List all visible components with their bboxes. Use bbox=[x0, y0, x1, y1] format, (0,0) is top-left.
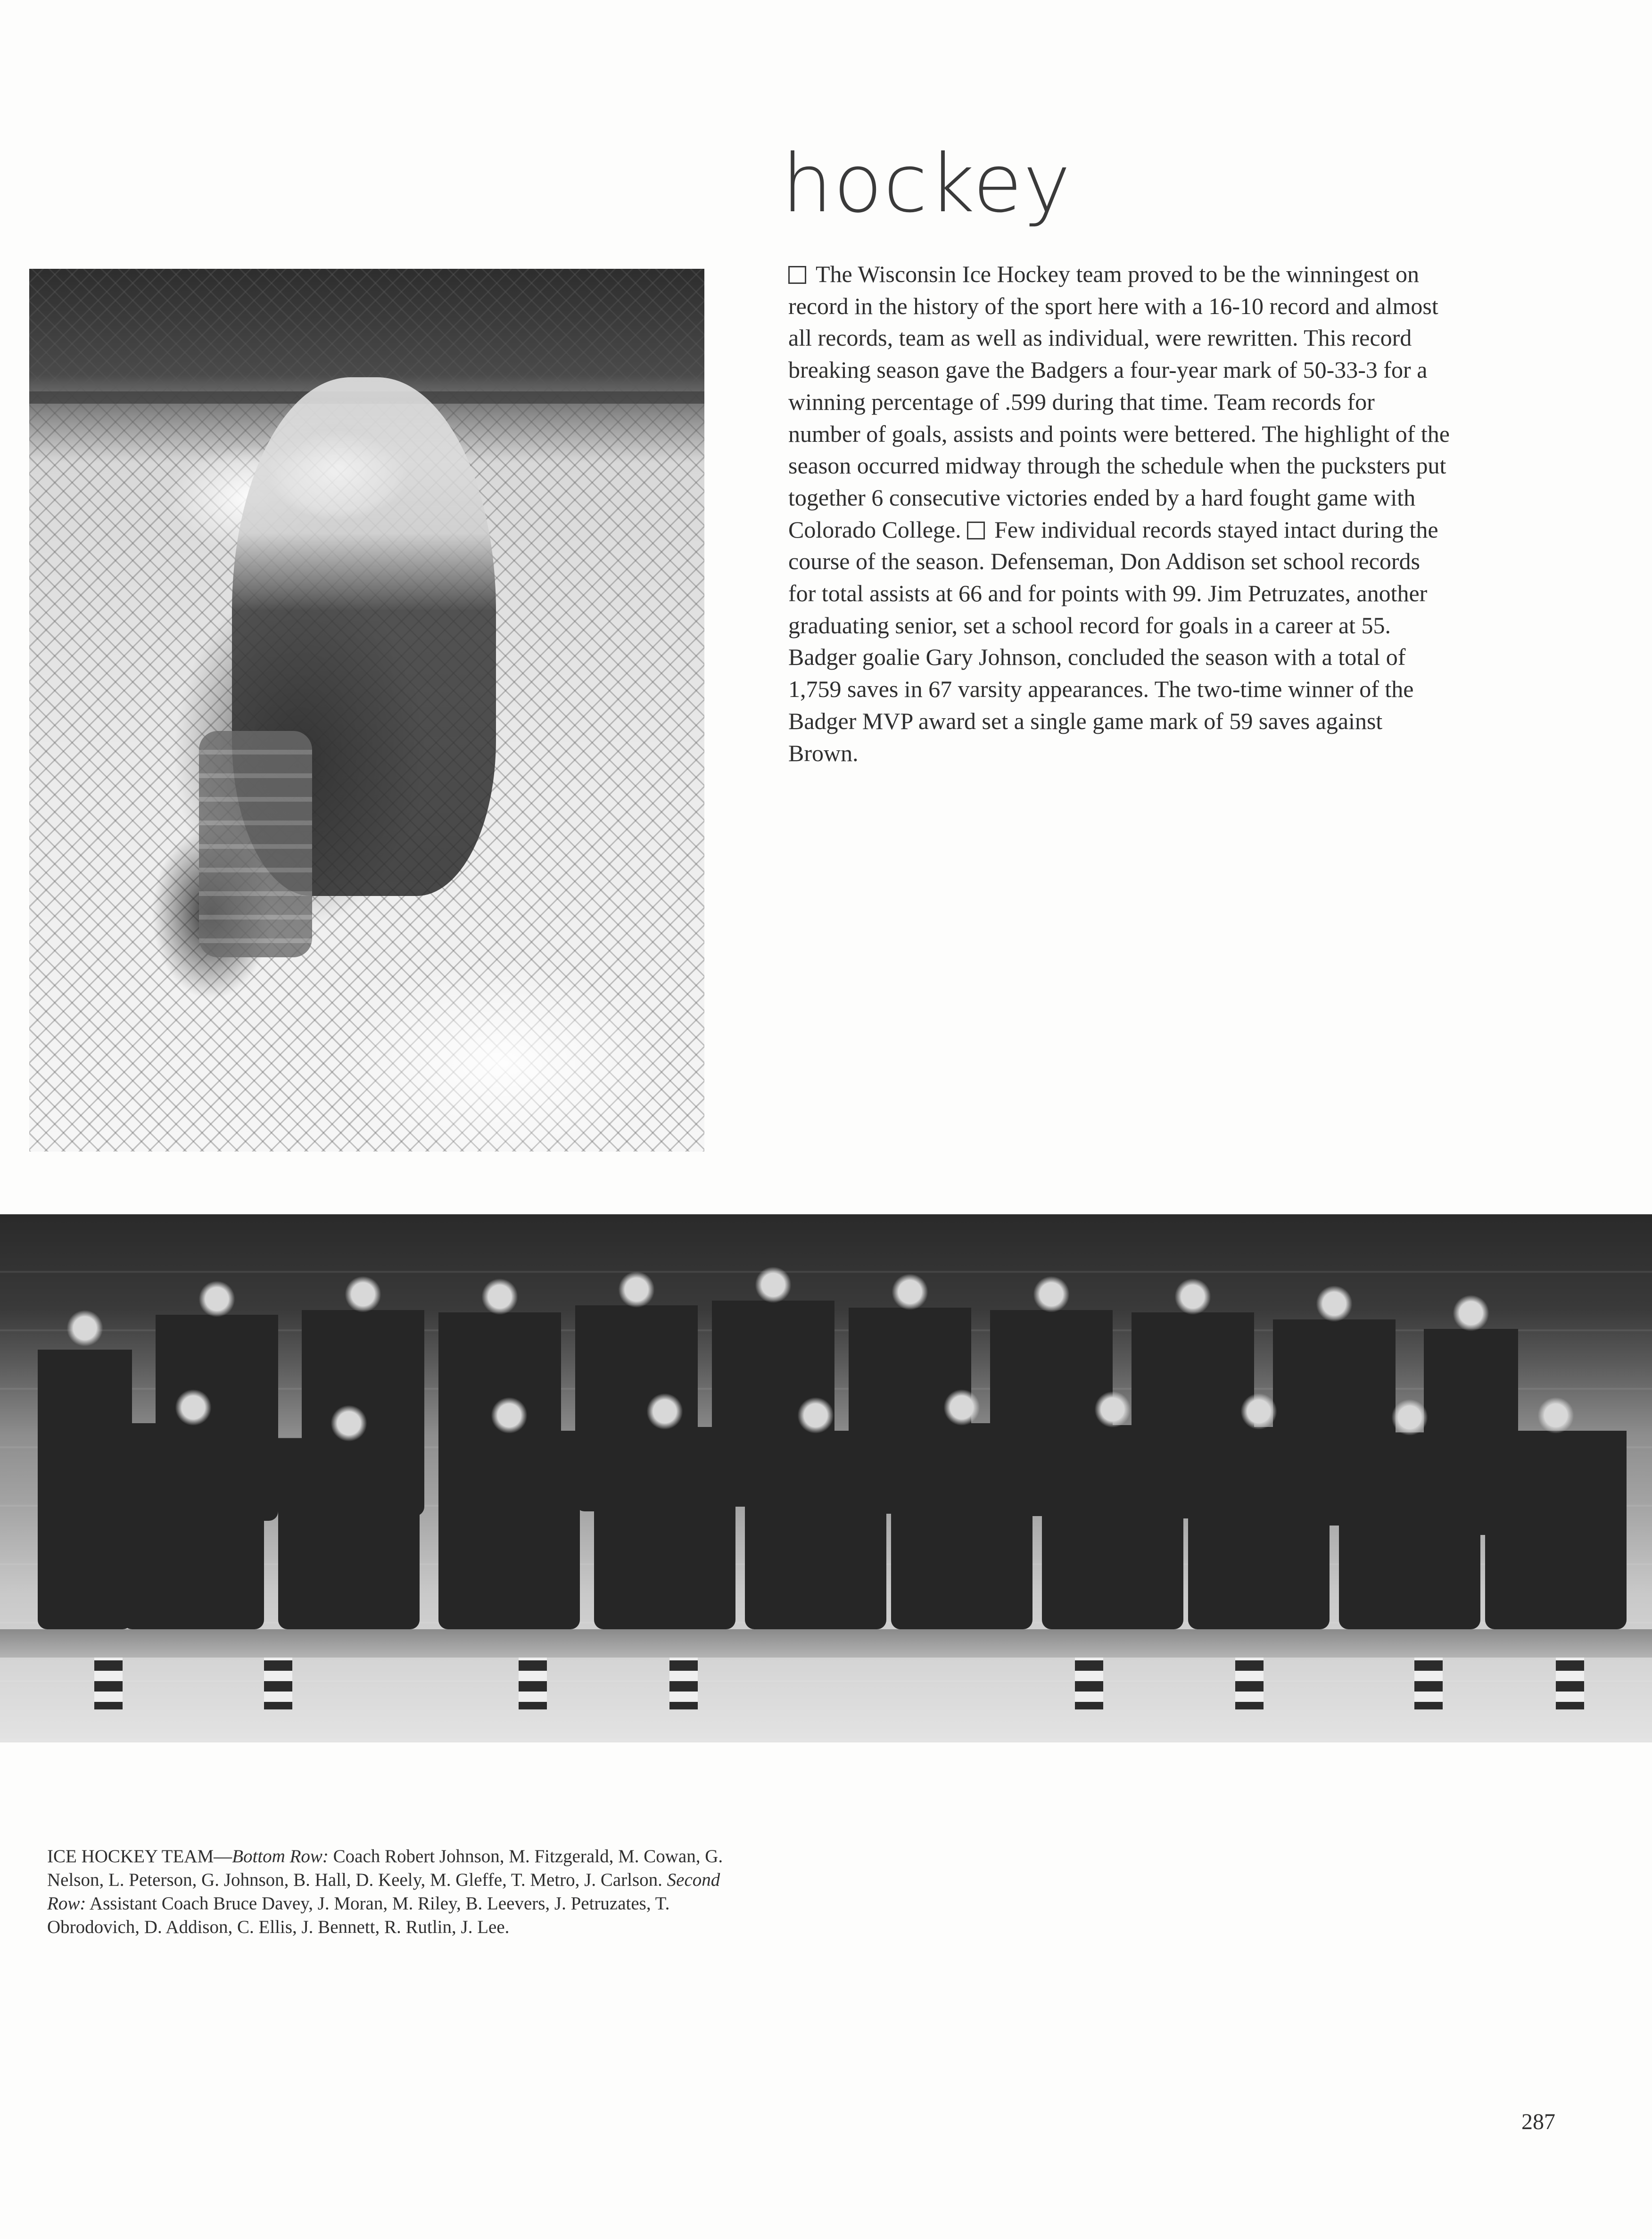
section-title: hockey bbox=[782, 137, 1072, 231]
caption-row2-label: Second Row: bbox=[47, 1870, 720, 1914]
player-figure bbox=[278, 1384, 420, 1629]
goalie-photo bbox=[29, 269, 704, 1152]
section-marker-box bbox=[967, 522, 985, 539]
caption-lead: ICE HOCKEY TEAM— bbox=[47, 1846, 232, 1866]
player-figure bbox=[438, 1375, 580, 1629]
goalie-pad bbox=[199, 731, 312, 957]
player-figure bbox=[38, 1271, 132, 1629]
player-figure bbox=[594, 1370, 735, 1629]
article-paragraph-1: The Wisconsin Ice Hockey team proved to be the winningest on record in the history of the sport here with a 16-10 record and almost all records, team as well as individual, were rewritten. This record breaking season gave the Badgers a four-year mark of 50-33-3 for a winning percentage of .599 during that time. Team records for number of goals, assists and points were bettered. The highlight of the season occurred midway through the schedule when the pucksters put together 6 consecutive victories ended by a hard fought game with Colorado College. bbox=[788, 261, 1450, 543]
player-figure bbox=[1042, 1368, 1183, 1629]
caption-row1-names: Coach Robert Johnson, M. Fitzgerald, M. Cowan, G. Nelson, L. Peterson, G. Johnson, B. Hall, D. Keely, M. Gleffe, T. Metro, J. Carlson. bbox=[47, 1846, 723, 1890]
team-photo bbox=[0, 1214, 1652, 1742]
article-paragraph-2: Few individual records stayed intact during the course of the season. Defenseman, Don Addison set school records for total assists at 66 and for points with 99. Jim Petruzates, another graduating senior, set a school record for goals in a career at 55. Badger goalie Gary Johnson, concluded the season with a total of 1,759 saves in 67 varsity appearances. The two-time winner of the Badger MVP award set a single game mark of 59 saves against Brown. bbox=[788, 516, 1438, 766]
section-marker-box bbox=[788, 266, 806, 284]
bench bbox=[0, 1629, 1652, 1658]
player-figure bbox=[745, 1375, 886, 1629]
player-figure bbox=[1188, 1370, 1330, 1629]
caption-row2-names: Assistant Coach Bruce Davey, J. Moran, M. Riley, B. Leevers, J. Petruzates, T. Obrodovich, D. Addison, C. Ellis, J. Bennett, R. Rutlin, J. Lee. bbox=[47, 1893, 670, 1937]
player-figure bbox=[1339, 1377, 1480, 1629]
player-figure bbox=[891, 1365, 1032, 1629]
player-figure bbox=[123, 1365, 264, 1629]
article-body bbox=[788, 258, 1450, 769]
caption-row1-label: Bottom Row: bbox=[232, 1846, 329, 1866]
player-figure bbox=[1485, 1375, 1627, 1629]
page-number: 287 bbox=[1521, 2109, 1555, 2134]
photo-caption bbox=[47, 1845, 726, 1939]
